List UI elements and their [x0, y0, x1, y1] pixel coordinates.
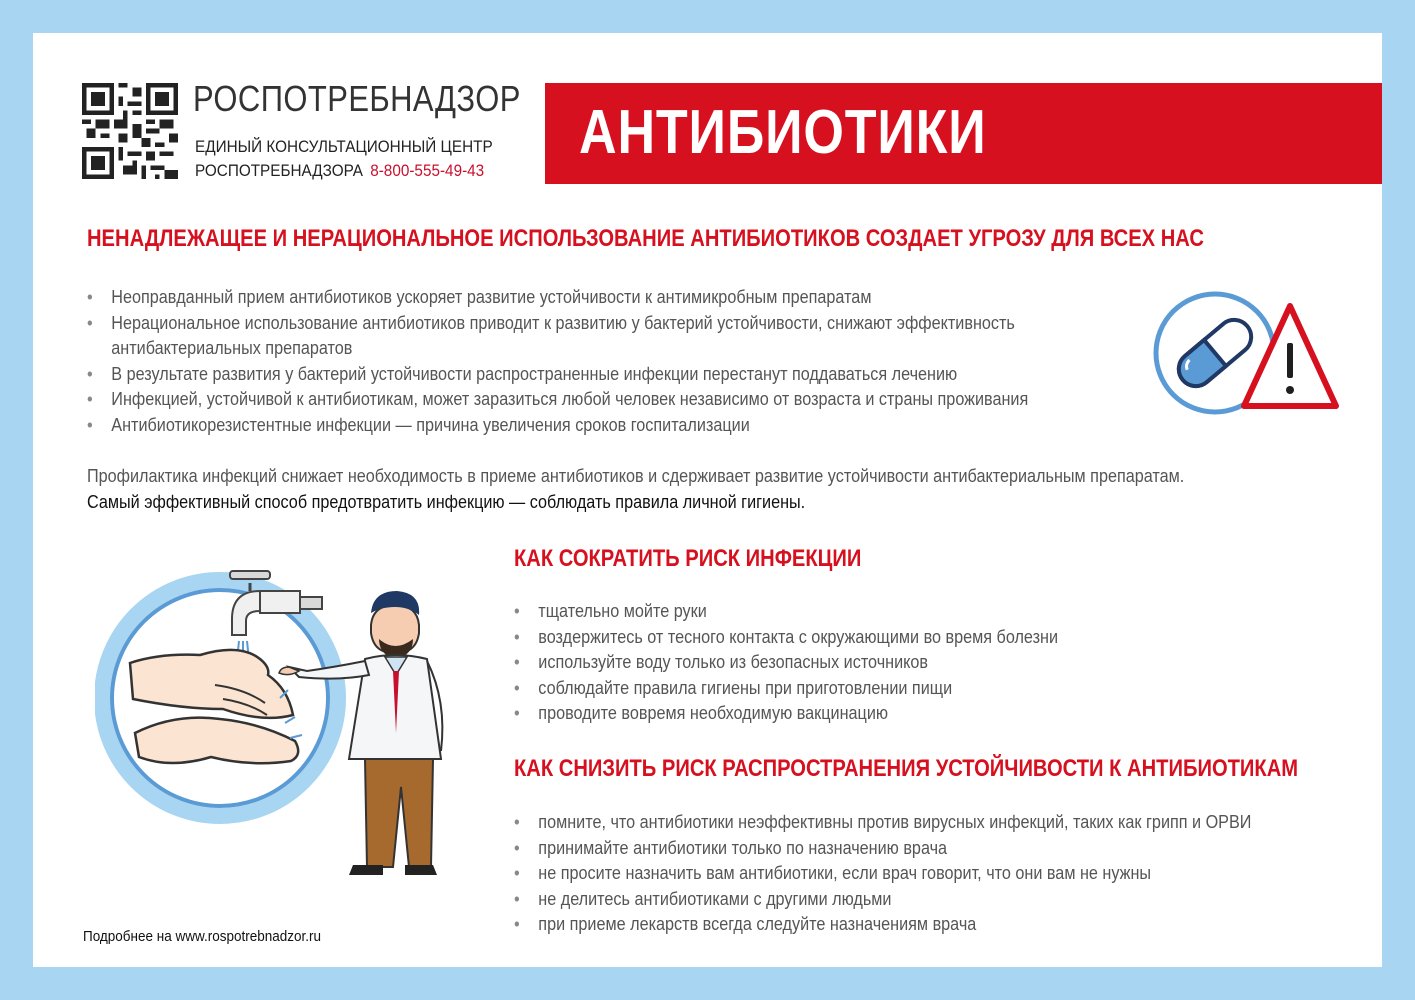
list-item: • не делитесь антибиотиками с другими людьми: [514, 887, 1251, 913]
main-bullet-list: [87, 285, 1133, 439]
section-title-infection-risk: КАК СОКРАТИТЬ РИСК ИНФЕКЦИИ: [514, 545, 862, 572]
list-item: • соблюдайте правила гигиены при приготовлении пищи: [514, 676, 1058, 702]
page-title: АНТИБИОТИКИ: [579, 98, 987, 167]
main-headline: НЕНАДЛЕЖАЩЕЕ И НЕРАЦИОНАЛЬНОЕ ИСПОЛЬЗОВАНИЕ АНТИБИОТИКОВ СОЗДАЕТ УГРОЗУ ДЛЯ ВСЕХ НАС: [87, 225, 1204, 252]
consult-center-org: [195, 161, 484, 181]
list-item: • принимайте антибиотики только по назначению врача: [514, 836, 1251, 862]
list-item: • проводите вовремя необходимую вакцинацию: [514, 701, 1058, 727]
hygiene-paragraph: Самый эффективный способ предотвратить инфекцию — соблюдать правила личной гигиены.: [87, 492, 806, 512]
list-item: • воздержитесь от тесного контакта с окружающими во время болезни: [514, 625, 1058, 651]
org-name: РОСПОТРЕБНАДЗОР: [193, 78, 521, 119]
infection-risk-list: [514, 599, 1118, 727]
consult-center-label: ЕДИНЫЙ КОНСУЛЬТАЦИОННЫЙ ЦЕНТР: [195, 137, 493, 156]
hand-washing-illustration: [95, 553, 475, 883]
list-item: • Неоправданный прием антибиотиков ускоряет развитие устойчивости к антимикробным препаратам: [87, 285, 1028, 311]
list-item-continuation: антибактериальных препаратов: [111, 338, 353, 359]
prevention-paragraph: Профилактика инфекций снижает необходимость в приеме антибиотиков и сдерживает развитие устойчивости антибактериальным препаратам.: [87, 466, 1185, 486]
poster-sheet: [33, 33, 1382, 967]
pill-warning-icon: [1153, 288, 1343, 418]
section-title-resistance-risk: КАК СНИЗИТЬ РИСК РАСПРОСТРАНЕНИЯ УСТОЙЧИВОСТИ К АНТИБИОТИКАМ: [514, 755, 1299, 782]
list-item: • используйте воду только из безопасных источников: [514, 650, 1058, 676]
list-item: • Антибиотикорезистентные инфекции — причина увеличения сроков госпитализации: [87, 413, 1028, 439]
list-item: • тщательно мойте руки: [514, 599, 1058, 625]
hotline-phone: 8-800-555-49-43: [370, 161, 485, 180]
list-item: • при приеме лекарств всегда следуйте назначениям врача: [514, 912, 1251, 938]
title-banner: [545, 83, 1382, 184]
resistance-risk-list: [514, 810, 1333, 938]
list-item: • В результате развития у бактерий устойчивости распространенные инфекции перестанут поддаваться лечению: [87, 362, 1028, 388]
list-item: • Инфекцией, устойчивой к антибиотикам, может заразиться любой человек независимо от возраста и страны проживания: [87, 387, 1028, 413]
footer-website-link[interactable]: Подробнее на www.rospotrebnadzor.ru: [83, 928, 322, 945]
consult-center-org-name: РОСПОТРЕБНАДЗОРА: [195, 161, 364, 180]
list-item: • не просите назначить вам антибиотики, если врач говорит, что они вам не нужны: [514, 861, 1251, 887]
list-item: • помните, что антибиотики неэффективны против вирусных инфекций, таких как грипп и ОРВИ: [514, 810, 1251, 836]
list-item: • Нерациональное использование антибиотиков приводит к развитию у бактерий устойчивости, снижают эффективность: [87, 311, 1028, 337]
qr-code-icon: [82, 83, 178, 179]
